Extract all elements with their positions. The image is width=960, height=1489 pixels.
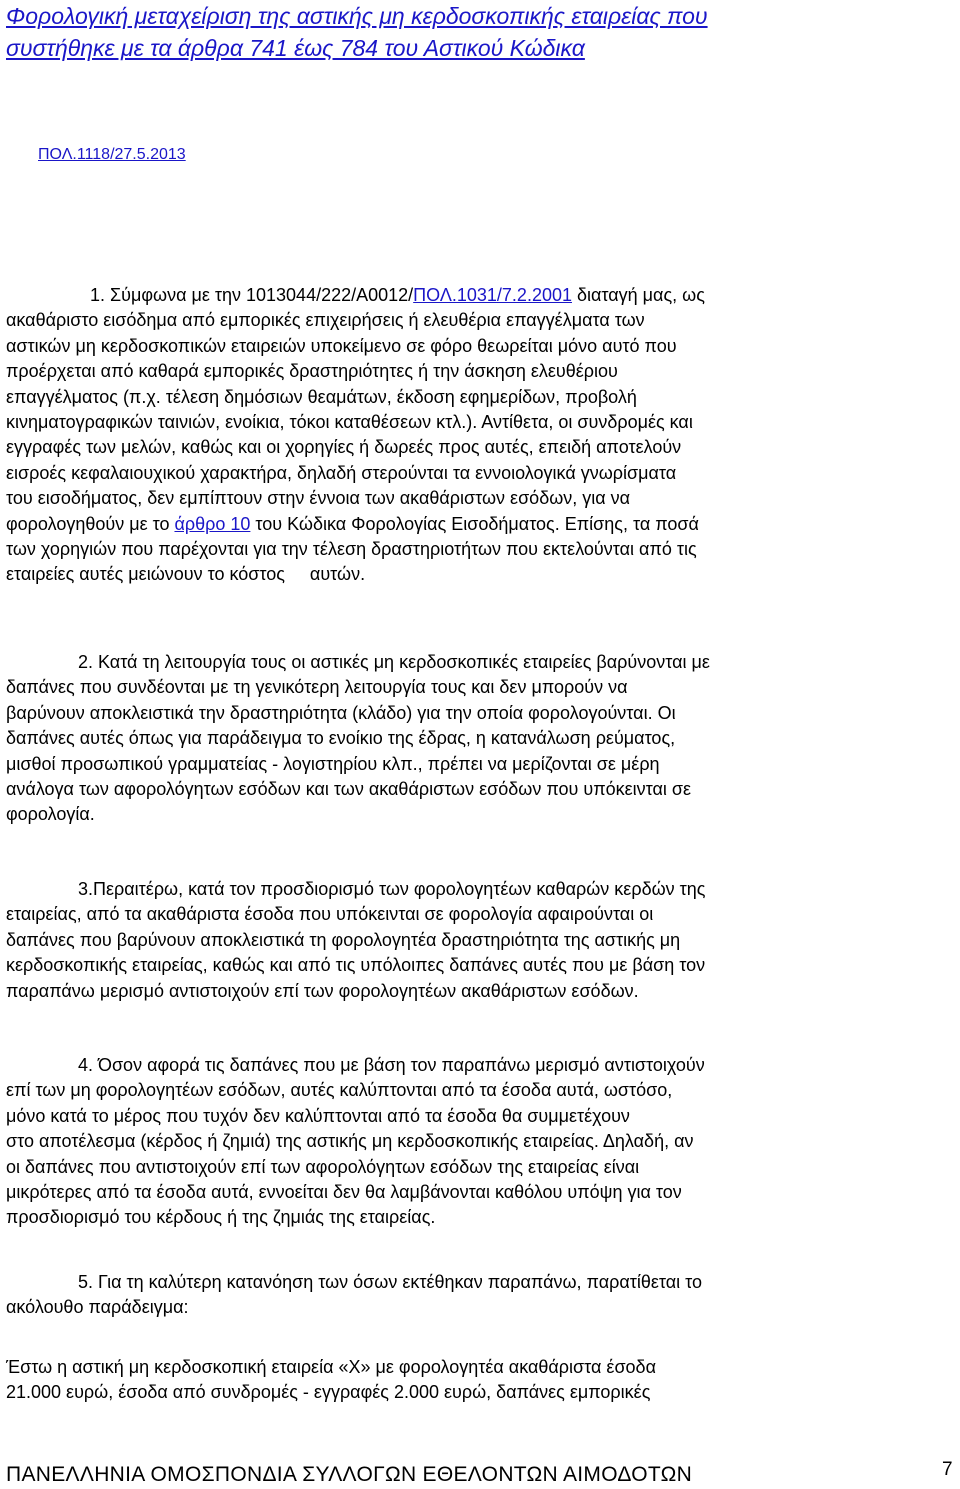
p4-line: οι δαπάνες που αντιστοιχούν επί των αφορολόγητων εσόδων της εταιρείας είναι [6, 1156, 640, 1177]
p3-line: δαπάνες που βαρύνουν αποκλειστικά τη φορολογητέα δραστηριότητα της αστικής μη [6, 929, 681, 950]
paragraph-2 [6, 650, 956, 828]
footer-organization: ΠΑΝΕΛΛΗΝΙΑ ΟΜΟΣΠΟΝΔΙΑ ΣΥΛΛΟΓΩΝ ΕΘΕΛΟΝΤΩΝ ΑΙΜΟΔΟΤΩΝ [6, 1463, 693, 1486]
paragraph-1 [6, 283, 956, 588]
paragraph-6 [6, 1355, 956, 1406]
p4-line: μικρότερες από τα έσοδα αυτά, εννοείται δεν θα λαμβάνονται καθόλου υπόψη για τον [6, 1182, 682, 1203]
p1-line: κινηματογραφικών ταινιών, ενοίκια, τόκοι καταθέσεων κτλ.). Αντίθετα, οι συνδρομές και [6, 412, 693, 433]
p1-line-10-suffix: του Κώδικα Φορολογίας Εισοδήματος. Επίσης, τα ποσά [250, 513, 699, 534]
p1-line: εισροές κεφαλαιουχικού χαρακτήρα, δηλαδή στερούνται τα εννοιολογικά γνωρίσματα [6, 462, 677, 483]
p1-line: εγγραφές των μελών, καθώς και οι χορηγίες ή δωρεές προς αυτές, επειδή αποτελούν [6, 437, 682, 458]
p3-line: κερδοσκοπικής εταιρείας, καθώς και από τις υπόλοιπες δαπάνες αυτές που με βάση τον [6, 955, 706, 976]
document-title [6, 0, 946, 64]
p4-line: μόνο κατά το μέρος που τυχόν δεν καλύπτονται από τα έσοδα θα συμμετέχουν [6, 1105, 630, 1126]
p2-line: μισθοί προσωπικού γραμματείας - λογιστηρίου κλπ., πρέπει να μερίζονται σε μέρη [6, 753, 660, 774]
p2-line: δαπάνες που συνδέονται με τη γενικότερη λειτουργία τους και δεν μπορούν να [6, 677, 628, 698]
p1-line-10-prefix: φορολογηθούν με το [6, 513, 175, 534]
title-line-1: Φορολογική μεταχείριση της αστικής μη κερδοσκοπικής εταιρείας που [6, 3, 708, 29]
p1-line: επαγγέλματος (π.χ. τέλεση δημόσιων θεαμάτων, έκδοση εφημερίδων, προβολή [6, 386, 637, 407]
pol-1031-link[interactable]: ΠΟΛ.1031/7.2.2001 [413, 285, 572, 305]
paragraph-4 [6, 1053, 956, 1231]
p2-line: ανάλογα των αφορολόγητων εσόδων και των ακαθάριστων εσόδων που υπόκεινται σε [6, 779, 692, 800]
p3-line: παραπάνω μερισμό αντιστοιχούν επί των φορολογητέων ακαθάριστων εσόδων. [6, 980, 639, 1001]
reference-number[interactable]: ΠΟΛ.1118/27.5.2013 [38, 146, 186, 163]
p2-line: φορολογία. [6, 804, 95, 825]
p1-line-1-suffix: διαταγή μας, ως [571, 285, 705, 305]
p6-line: Έστω η αστική μη κερδοσκοπική εταιρεία «Χ» με φορολογητέα ακαθάριστα έσοδα [6, 1357, 656, 1377]
p2-line: δαπάνες αυτές όπως για παράδειγμα το ενοίκιο της έδρας, η κατανάλωση ρεύματος, [6, 728, 676, 749]
p1-line: εταιρείες αυτές μειώνουν το κόστος αυτών. [6, 564, 366, 585]
p2-line: βαρύνουν αποκλειστικά την δραστηριότητα (κλάδο) για την οποία φορολογούνται. Οι [6, 702, 676, 723]
p3-line: 3.Περαιτέρω, κατά τον προσδιορισμό των φορολογητέων καθαρών κερδών της [78, 879, 706, 899]
p4-line: 4. Όσον αφορά τις δαπάνες που με βάση τον παραπάνω μερισμό αντιστοιχούν [78, 1055, 705, 1075]
p3-line: εταιρείας, από τα ακαθάριστα έσοδα που υπόκεινται σε φορολογία αφαιρούνται οι [6, 904, 654, 925]
title-line-2: συστήθηκε με τα άρθρα 741 έως 784 του Αστικού Κώδικα [6, 35, 585, 61]
p1-line: αστικών μη κερδοσκοπικών εταιρειών υποκείμενο σε φόρο θεωρείται μόνο αυτό που [6, 335, 677, 356]
p1-line: των χορηγιών που παρέχονται για την τέλεση δραστηριοτήτων που εκτελούνται από τις [6, 539, 697, 560]
p4-line: προσδιορισμό του κέρδους ή της ζημιάς της εταιρείας. [6, 1207, 436, 1228]
article-10-link[interactable]: άρθρο 10 [174, 513, 251, 534]
p1-line [6, 512, 956, 537]
p4-line: επί των μη φορολογητέων εσόδων, αυτές καλύπτονται από τα έσοδα αυτά, ωστόσο, [6, 1080, 673, 1101]
paragraph-3 [6, 877, 956, 1004]
paragraph-5 [6, 1270, 956, 1321]
p1-line-1-prefix: 1. Σύμφωνα με την 1013044/222/Α0012/ [90, 285, 414, 305]
p6-line: 21.000 ευρώ, έσοδα από συνδρομές - εγγραφές 2.000 ευρώ, δαπάνες εμπορικές [6, 1382, 651, 1403]
p1-line [6, 283, 956, 308]
page-number: 7 [942, 1459, 953, 1480]
p2-line: 2. Κατά τη λειτουργία τους οι αστικές μη κερδοσκοπικές εταιρείες βαρύνονται με [78, 652, 710, 672]
p4-line: στο αποτέλεσμα (κέρδος ή ζημιά) της αστικής μη κερδοσκοπικής εταιρείας. Δηλαδή, αν [6, 1131, 694, 1152]
p1-line: του εισοδήματος, δεν εμπίπτουν στην έννοια των ακαθάριστων εσόδων, για να [6, 488, 631, 509]
p1-line: προέρχεται από καθαρά εμπορικές δραστηριότητες ή την άσκηση ελευθέριου [6, 361, 618, 382]
p1-line: ακαθάριστο εισόδημα από εμπορικές επιχειρήσεις ή ελευθέρια επαγγέλματα των [6, 310, 645, 331]
p5-line: ακόλουθο παράδειγμα: [6, 1297, 189, 1318]
p5-line: 5. Για τη καλύτερη κατανόηση των όσων εκτέθηκαν παραπάνω, παρατίθεται το [78, 1272, 703, 1292]
